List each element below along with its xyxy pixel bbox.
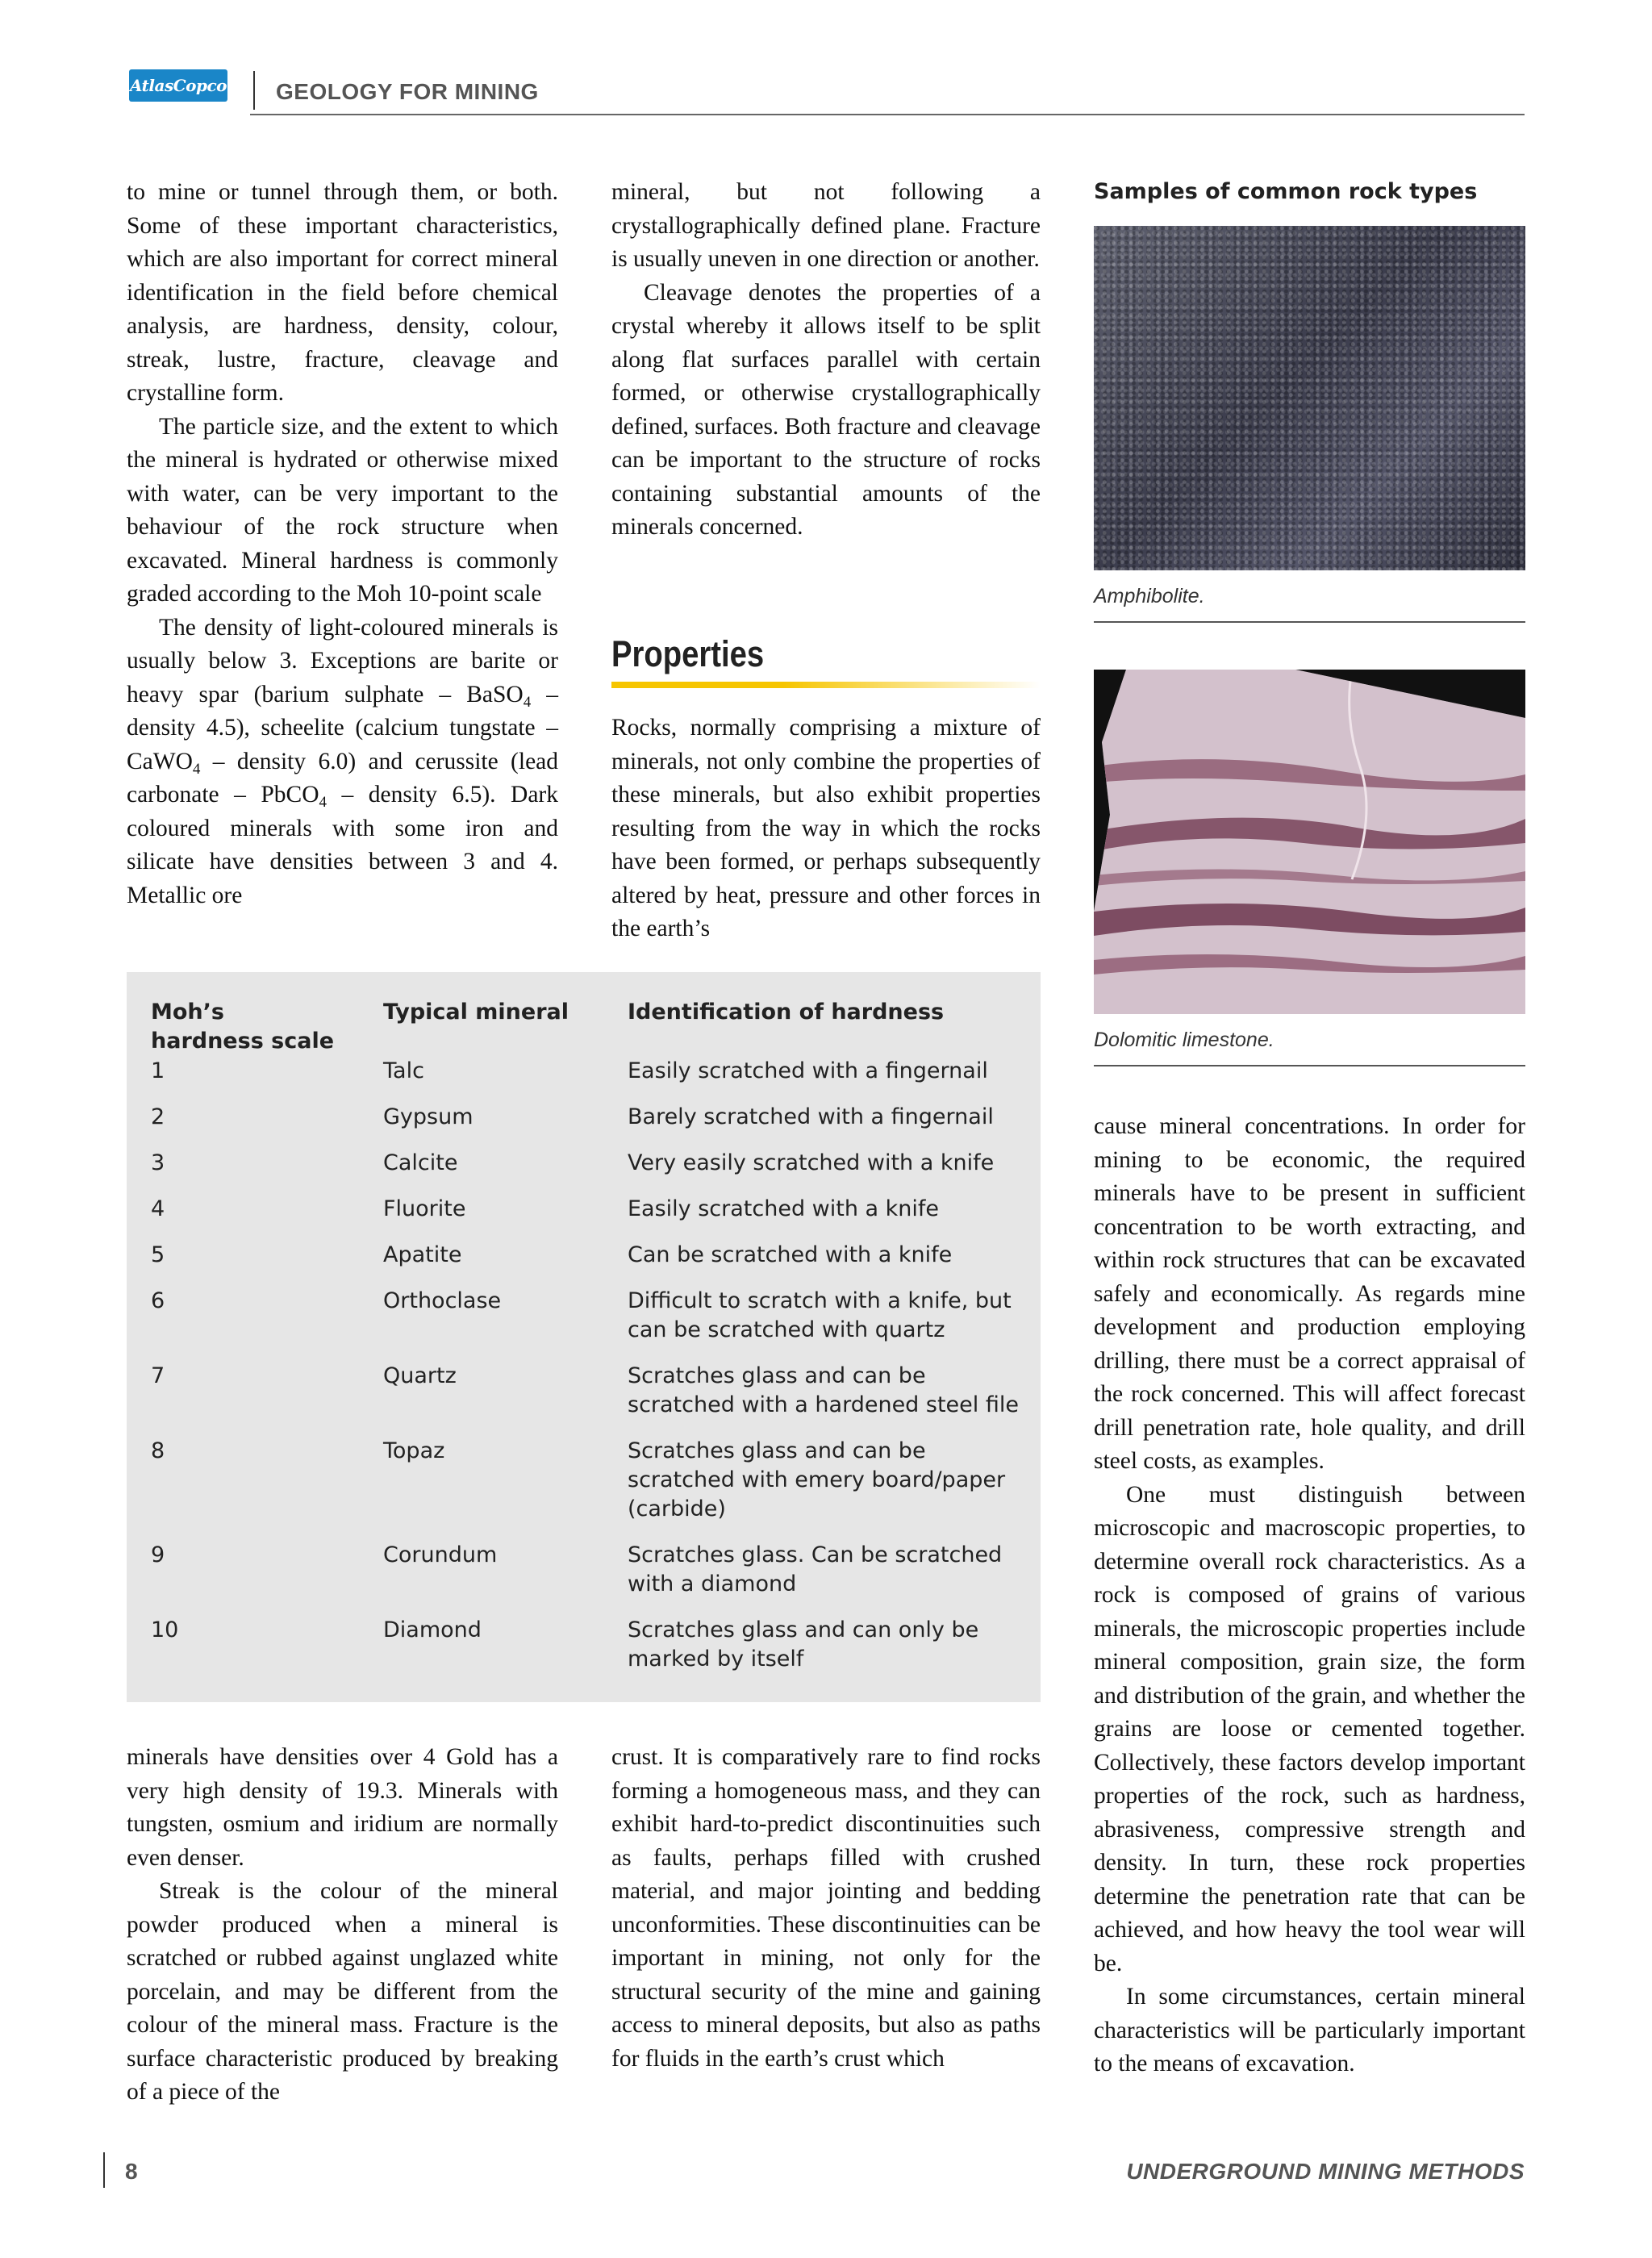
limestone-illustration: [1094, 670, 1525, 1014]
paragraph: The particle size, and the extent to which the mineral is hydrated or otherwise mixed with water, can be very important to the behaviour of the rock structure when excavated. Mineral hardness is commonly graded according to the Moh 10-point scale: [127, 413, 558, 607]
header-rule: [250, 114, 1525, 115]
column-2-top: [611, 176, 1041, 545]
photo-caption: Amphibolite.: [1094, 585, 1205, 607]
caption-rule: [1094, 1065, 1525, 1066]
paragraph: Streak is the colour of the mineral powder produced when a mineral is scratched or rubbed against unglazed white porcelain, and may be different from the colour of the mineral mass. Fracture is the surface characteristic produced by breaking of a piece of the: [127, 1878, 558, 2105]
column-1-top: [127, 176, 558, 912]
photo-caption: Dolomitic limestone.: [1094, 1029, 1274, 1051]
column-3-bottom: [1094, 1110, 1525, 2081]
paragraph: In some circumstances, certain mineral characteristics will be particularly important to the means of excavation.: [1094, 1984, 1525, 2076]
amphibolite-photo: [1094, 226, 1525, 570]
paragraph: to mine or tunnel through them, or both. Some of these important characteristics, which are also important for correct mineral identification in the field before chemical analysis, are hardness, density, colour, streak, lustre, fracture, cleavage and crystalline form.: [127, 179, 558, 406]
heading-underline: [611, 682, 1041, 688]
paragraph-density: The density of light-coloured minerals is usually below 3. Exceptions are barite or heavy spar (barium sulphate – BaSO$_4$ – density 4.5), scheelite (calcium tungstate – CaWO$_4$ – density 6.0) and cerussite (lead carbonate – PbCO$_4$ – density 6.5). Dark coloured minerals with some iron and silicate have densities between 3 and 4. Metallic ore: [127, 614, 558, 908]
page-number: 8: [125, 2159, 138, 2184]
footer-separator: [103, 2152, 105, 2188]
column-1-bottom: [127, 1741, 558, 2110]
column-2-properties: [611, 712, 1041, 946]
header-title: GEOLOGY FOR MINING: [276, 79, 539, 104]
table-header-scale: Moh’s hardness scale: [151, 1000, 335, 1054]
footer-title: UNDERGROUND MINING METHODS: [1126, 2159, 1525, 2184]
sidebar-title: Samples of common rock types: [1094, 179, 1478, 204]
column-2-bottom: [611, 1741, 1041, 2076]
atlas-copco-logo: [129, 69, 227, 102]
paragraph: crust. It is comparatively rare to find rocks forming a homogeneous mass, and they can exhibit hard-to-predict discontinuities such as faults, perhaps filled with crushed material, and major jointing and bedding unconformities. These discontinuities can be important in mining, not only for the structural security of the mine and gaining access to mineral deposits, but also as paths for fluids in the earth’s crust which: [611, 1744, 1041, 2072]
properties-heading: Properties: [611, 633, 765, 674]
moh-hardness-table: Moh’s hardness scale Typical mineral Identification of hardness 1 Talc Easily scratched with a fingernail 2 Gypsum Barely scratched with a fingernail 3 Calcite Very easily scratched with a knife 4 Fluorite Easily scratched with a knife 5 Apatite Can be scratched with a knife 6 Orthoclase Difficult to scratch with a knife, but can be scratched with quartz 7 Quartz Scratches glass and can be scratched with a hardened steel file 8 Topaz Scratches glass and can be scratched with emery board/paper (carbide) 9 Corundum Scratches glass. Can be scratched with a diamond 10 Diamond Scratches glass and can only be marked by itself: [127, 972, 1041, 1702]
header-separator: [253, 71, 255, 110]
logo-text: AtlasCopco: [130, 76, 227, 95]
paragraph: cause mineral concentrations. In order for mining to be economic, the required minerals have to be present in sufficient concentration to be worth extracting, and within rock structures that can be excavated safely and economically. As regards mine development and production employing drilling, there must be a correct appraisal of the rock concerned. This will affect forecast drill penetration rate, hole quality, and drill steel costs, as examples.: [1094, 1113, 1525, 1474]
paragraph: Rocks, normally comprising a mixture of minerals, not only combine the properties of these minerals, but also exhibit properties resulting from the way in which the rocks have been formed, or perhaps subsequently altered by heat, pressure and other forces in the earth’s: [611, 715, 1041, 941]
paragraph: minerals have densities over 4 Gold has a very high density of 19.3. Minerals with tungsten, osmium and iridium are normally even denser.: [127, 1744, 558, 1871]
paragraph: One must distinguish between microscopic and macroscopic properties, to determine overall rock characteristics. As a rock is composed of grains of various minerals, the microscopic properties include mineral composition, grain size, the form and distribution of the grain, and whether the grains are loose or cemented together. Collectively, these factors develop important properties of the rock, such as hardness, abrasiveness, compressive strength and density. In turn, these rock properties determine the penetration rate that can be achieved, and how heavy the tool wear will be.: [1094, 1481, 1525, 1976]
paragraph: Cleavage denotes the properties of a crystal whereby it allows itself to be split along flat surfaces parallel with certain formed, or otherwise crystallographically defined, surfaces. Both fracture and cleavage can be important to the structure of rocks containing substantial amounts of the minerals concerned.: [611, 279, 1041, 540]
paragraph: mineral, but not following a crystallographically defined plane. Fracture is usually uneven in one direction or another.: [611, 179, 1041, 272]
dolomitic-limestone-photo: [1094, 670, 1525, 1014]
table-header-identification: Identification of hardness: [628, 1000, 945, 1025]
caption-rule: [1094, 621, 1525, 623]
table-header-mineral: Typical mineral: [383, 1000, 569, 1025]
